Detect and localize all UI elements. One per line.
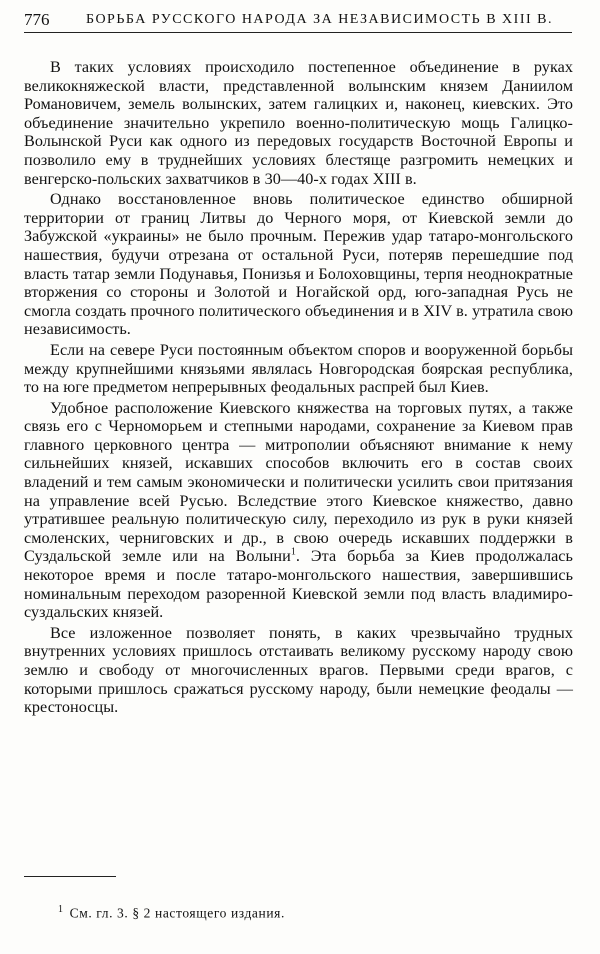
paragraph: Если на севере Руси постоянным объектом споров и вооруженной борьбы между крупнейшими князьями являлась Новгородская боярская республика, то на юге предметом непрерывных феодальных распрей был Киев.	[24, 340, 573, 397]
paragraph-text: Удобное расположение Киевского княжества на торговых путях, а также связь его с Черноморьем и степными народами, сохранение за Киевом прав главного церковного центра — митрополии объясняют внимание к нему сильнейших князей, искавших способов включить его в состав своих владений и тем самым экономически и политически усилить свои притязания на управление всей Русью. Вследствие этого Киевское княжество, давно утратившее реальную политическую силу, переходило из рук в руки князей смоленских, черниговских и др., в свою очередь искавших поддержки в Суздальской земле или на Волыни	[24, 398, 573, 566]
page-number: 776	[24, 10, 50, 29]
paragraph: Однако восстановленное вновь политическое единство обширной территории от границ Литвы до Черного моря, от Киевской земли до Забужской «украины» не было прочным. Пережив удар татаро-монгольского нашествия, будучи отрезана от остальной Руси, потеряв перешедшие под власть татар земли Подунавья, Понизья и Болоховщины, терпя неоднократные вторжения со стороны и Золотой и Ногайской орд, юго-западная Русь не смогла создать прочного политического объединения и в XIV в. утратила свою независимость.	[24, 190, 573, 339]
body-text	[24, 58, 573, 717]
running-title: БОРЬБА РУССКОГО НАРОДА ЗА НЕЗАВИСИМОСТЬ В XIII В.	[86, 12, 553, 27]
footnote-reference[interactable]: 1	[290, 547, 296, 559]
page-header	[24, 6, 572, 33]
footnote	[58, 904, 285, 922]
paragraph-text-tail: . Эта борьба за Киев продолжалась некоторое время и после татаро-монгольского нашествия, завершившись номинальным переходом разоренной Киевской земли под власть владимиро-суздальских князей.	[24, 547, 573, 622]
paragraph: В таких условиях происходило постепенное объединение в руках великокняжеской власти, представленной волынским князем Даниилом Романовичем, земель волынских, затем галицких и, наконец, киевских. Это объединение значительно укрепило военно-политическую мощь Галицко-Волынской Руси как одного из передовых государств Восточной Европы и позволило ему в труднейших условиях блестяще разгромить немецких и венгерско-польских захватчиков в 30—40-х годах XIII в.	[24, 58, 573, 188]
footnote-text: См. гл. 3. § 2 настоящего издания.	[69, 905, 285, 921]
footnote-divider	[24, 876, 116, 877]
footnote-mark: 1	[58, 904, 64, 915]
paragraph: Все изложенное позволяет понять, в каких чрезвычайно трудных внутренних условиях пришлось отстаивать великому русскому народу свою землю и свободу от многочисленных врагов. Первыми среди врагов, с которыми пришлось сражаться русскому народу, были немецкие феодалы — крестоносцы.	[24, 623, 573, 717]
paragraph	[24, 399, 573, 622]
